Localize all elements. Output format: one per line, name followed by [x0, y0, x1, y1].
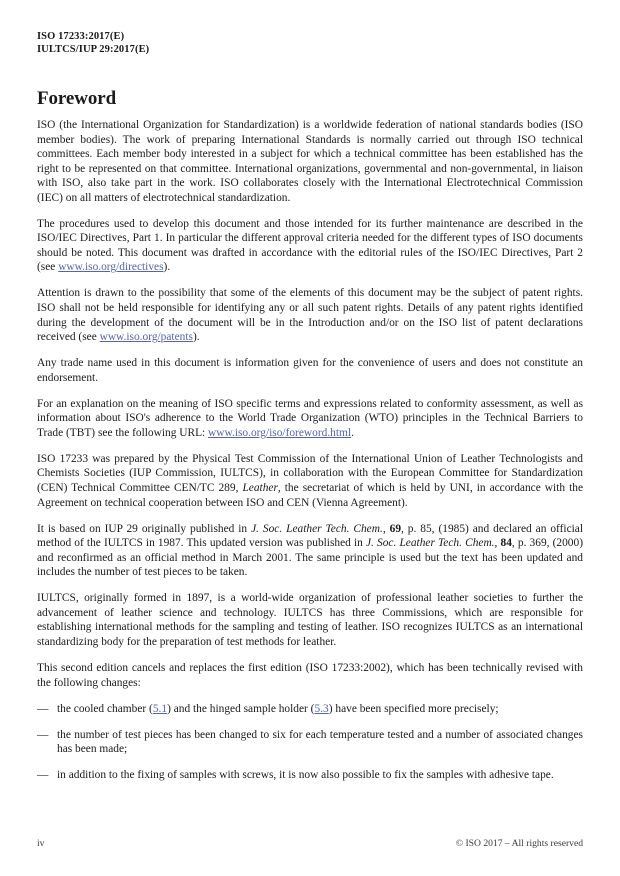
paragraph-preparation-committee [37, 452, 583, 510]
history-text-a: It is based on IUP 29 originally published in [37, 522, 252, 535]
link-iso-foreword[interactable]: www.iso.org/iso/foreword.html [208, 426, 352, 439]
paragraph-second-edition: This second edition cancels and replaces the first edition (ISO 17233:2002), which has been technically revised with the following changes: [37, 661, 583, 689]
list-item [37, 702, 583, 717]
journal-volume-first: 69 [389, 522, 402, 535]
copyright-notice: © ISO 2017 – All rights reserved [455, 838, 583, 849]
page-content [37, 30, 584, 782]
journal-name-first: J. Soc. Leather Tech. Chem. [251, 522, 383, 535]
paragraph-conformity-assessment [37, 397, 583, 441]
link-clause-5-1[interactable]: 5.1 [152, 702, 168, 715]
journal-volume-second: 84 [500, 537, 512, 550]
paragraph-procedures [37, 217, 583, 275]
list-item-text-c: ) have been specified more precisely; [328, 702, 499, 715]
history-text-d: , [494, 537, 501, 550]
paragraph-trade-name: Any trade name used in this document is information given for the convenience of users and does not constitute an endorsement. [37, 357, 583, 384]
paragraph-committee-text-b: , the secretariat of which is held by UNI, in accordance with the Agreement on technical cooperation between ISO and CEN (Vienna Agreement). [37, 481, 584, 509]
history-text-e: , p. 369, (2000) and reconfirmed as an official method in March 2001. The same principle is used but the text has been updated and includes the number of test pieces to be taken. [37, 537, 583, 579]
paragraph-patent-rights [37, 286, 583, 344]
paragraph-iup29-history [37, 522, 583, 580]
paragraph-patent-text-after: ). [192, 331, 200, 344]
list-item [37, 728, 583, 757]
paragraph-patent-text-before: Attention is drawn to the possibility that some of the elements of this document may be the subject of patent rights. ISO shall not be held responsible for identifying any or all such patent rights. Details of any patent rights identified during the development of the document will be in the Introduction and/or on the ISO list of patent declarations received (see [37, 287, 583, 344]
paragraph-iso-description: ISO (the International Organization for Standardization) is a worldwide federation of national standards bodies (ISO member bodies). The work of preparing International Standards is normally carried out through ISO technical committees. Each member body interested in a subject for which a technical committee has been established has the right to be represented on that committee. International organizations, governmental and non-governmental, in liaison with ISO, also take part in the work. ISO collaborates closely with the International Electrotechnical Commission (IEC) on all matters of electrotechnical standardization. [37, 119, 583, 204]
standard-number-iso: ISO 17233:2017(E) [37, 31, 125, 42]
paragraph-conformity-text-before: For an explanation on the meaning of ISO specific terms and expressions related to conformity assessment, as well as information about ISO's adherence to the World Trade Organization (WTO) principles in the Technical Barriers to Trade (TBT) see the following URL: [37, 397, 583, 439]
em-dash-bullet-icon: — [37, 769, 49, 782]
history-text-c: , p. 85, (1985) and declared an official method of the IULTCS in 1987. This updated version was published in [37, 522, 584, 550]
paragraph-iultcs-description: IULTCS, originally formed in 1897, is a world-wide organization of professional leather societies to further the advancement of leather science and technology. IULTCS has three Commissions, which are responsible for establishing international methods for the sampling and testing of leather. ISO recognizes IULTCS as an international standardizing body for the preparation of test methods for leather. [37, 592, 583, 648]
standard-number-iultcs: IULTCS/IUP 29:2017(E) [37, 44, 150, 56]
page-footer [37, 838, 583, 849]
history-text-b: , [382, 522, 390, 535]
page-number: iv [37, 838, 45, 849]
journal-name-second: J. Soc. Leather Tech. Chem. [365, 537, 495, 550]
document-header [37, 30, 583, 56]
page-title: Foreword [37, 88, 117, 109]
paragraph-committee-text-a: ISO 17233 was prepared by the Physical Test Commission of the International Union of Leather Technologists and Chemists Societies (IUP Commission, IULTCS), in collaboration with the European Committee for Standardization (CEN) Technical Committee CEN/TC 289, [37, 452, 583, 494]
list-item-text: the number of test pieces has been changed to six for each temperature tested and a number of associated changes has been made; [57, 728, 583, 756]
em-dash-bullet-icon: — [37, 702, 49, 715]
paragraph-procedures-text-before: The procedures used to develop this document and those intended for its further maintenance are described in the ISO/IEC Directives, Part 1. In particular the different approval criteria needed for the different types of ISO documents should be noted. This document was drafted in accordance with the editorial rules of the ISO/IEC Directives, Part 2 (see [37, 217, 583, 274]
link-iso-patents[interactable]: www.iso.org/patents [99, 331, 193, 344]
link-clause-5-3[interactable]: 5.3 [314, 702, 329, 715]
list-item-text-b: ) and the hinged sample holder ( [167, 702, 315, 715]
committee-title-leather: Leather [242, 481, 278, 494]
paragraph-procedures-text-after: ). [163, 261, 171, 274]
list-item-text-a: the cooled chamber ( [57, 702, 153, 715]
list-item-text: in addition to the fixing of samples with screws, it is now also possible to fix the samples with adhesive tape. [57, 769, 554, 782]
paragraph-conformity-text-after: . [351, 426, 354, 439]
list-item [37, 768, 583, 783]
em-dash-bullet-icon: — [37, 728, 49, 741]
link-iso-directives[interactable]: www.iso.org/directives [58, 261, 164, 274]
foreword-body [37, 118, 583, 794]
